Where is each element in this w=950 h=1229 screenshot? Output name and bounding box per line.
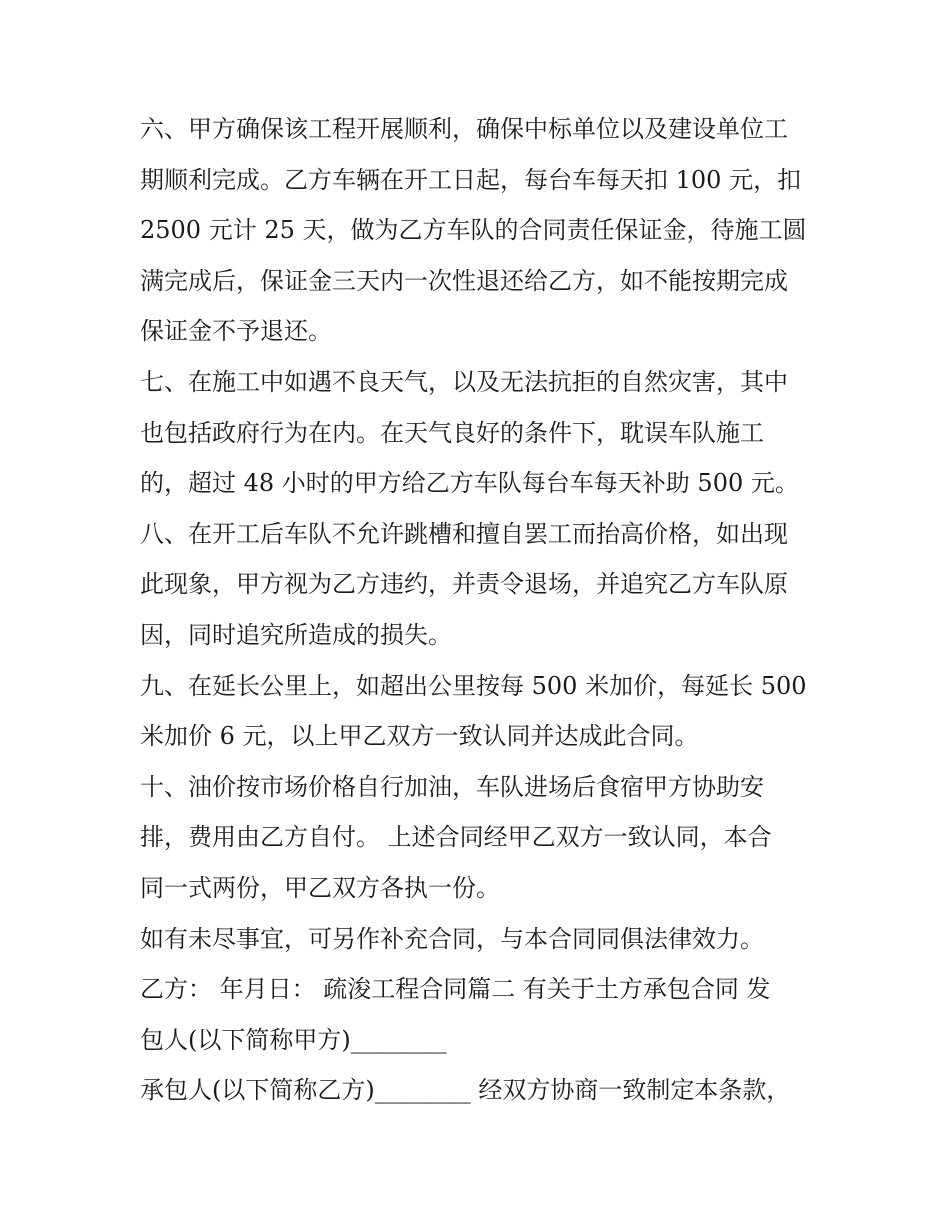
text-line: 2500 元计 25 天，做为乙方车队的合同责任保证金，待施工圆 xyxy=(140,216,807,245)
text-line: 乙方： 年月日： 疏浚工程合同篇二 有关于土方承包合同 发 xyxy=(140,975,771,1004)
clause-seven-paragraph xyxy=(140,357,820,509)
text-line: 的，超过 48 小时的甲方给乙方车队每台车每天补助 500 元。 xyxy=(140,469,799,498)
contractor-paragraph xyxy=(140,1065,820,1116)
text-line: 六、甲方确保该工程开展顺利，确保中标单位以及建设单位工 xyxy=(140,115,788,143)
signature-and-next-contract-paragraph xyxy=(140,964,820,1065)
clause-six-paragraph xyxy=(140,104,820,357)
text-line: 因，同时追究所造成的损失。 xyxy=(140,620,452,649)
text-line: 保证金不予退还。 xyxy=(140,317,332,346)
text-line: 排，费用由乙方自付。 上述合同经甲乙双方一致认同，本合 xyxy=(140,823,772,852)
text-line: 期顺利完成。乙方车辆在开工日起，每台车每天扣 100 元，扣 xyxy=(140,165,802,194)
text-line: 如有未尽事宜，可另作补充合同，与本合同同俱法律效力。 xyxy=(140,924,764,953)
text-line: 承包人(以下简称乙方)________ 经双方协商一致制定本条款， xyxy=(140,1076,791,1105)
text-line: 此现象，甲方视为乙方违约，并责令退场，并追究乙方车队原 xyxy=(140,570,788,599)
text-line: 八、在开工后车队不允许跳槽和擅自罢工而抬高价格，如出现 xyxy=(140,519,788,548)
clause-ten-paragraph xyxy=(140,762,820,914)
supplement-paragraph xyxy=(140,914,820,965)
clause-eight-paragraph xyxy=(140,509,820,661)
clause-nine-paragraph xyxy=(140,661,820,762)
text-line: 九、在延长公里上，如超出公里按每 500 米加价，每延长 500 xyxy=(140,671,807,700)
text-line: 也包括政府行为在内。在天气良好的条件下，耽误车队施工 xyxy=(140,418,764,447)
text-line: 米加价 6 元，以上甲乙双方一致认同并达成此合同。 xyxy=(140,722,699,751)
document-body xyxy=(140,104,820,1116)
text-line: 包人(以下简称甲方)________ xyxy=(140,1025,447,1054)
text-line: 十、油价按市场价格自行加油，车队进场后食宿甲方协助安 xyxy=(140,772,764,801)
text-line: 七、在施工中如遇不良天气，以及无法抗拒的自然灾害，其中 xyxy=(140,367,788,396)
text-line: 同一式两份，甲乙双方各执一份。 xyxy=(140,873,500,902)
text-line: 满完成后，保证金三天内一次性退还给乙方，如不能按期完成 xyxy=(140,266,788,295)
